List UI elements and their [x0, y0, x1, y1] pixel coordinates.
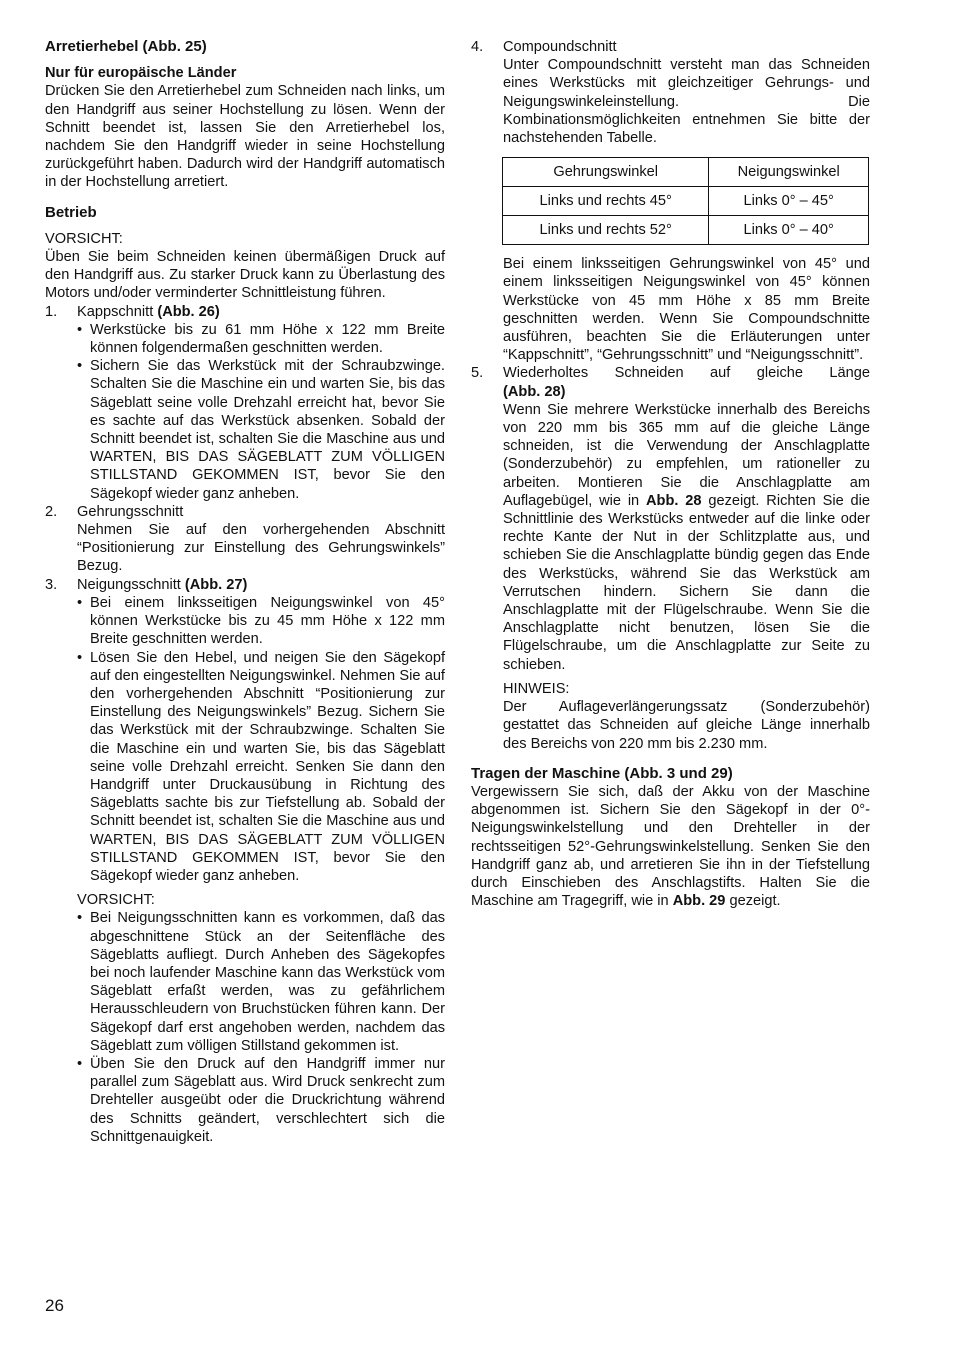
page-number: 26: [45, 1296, 64, 1315]
bullet-item: • Werkstücke bis zu 61 mm Höhe x 122 mm Breite können folgendermaßen geschnitten werden.: [77, 321, 445, 357]
item-text: Bei einem linksseitigen Gehrungswinkel von 45° und einem linksseitigen Neigungswinkel von 45° können Werkstücke von 45 mm Höhe x 85 mm Breite geschnitten werden. Wenn Sie Compoundschnitte ausführen, beachten Sie die Erläuterungen unter “Kappschnitt”, “Gehrungsschnitt” und “Neigungsschnitt”.: [503, 256, 870, 364]
note-label: HINWEIS:: [503, 680, 570, 697]
table-header: Gehrungswinkel: [503, 158, 709, 187]
item-title: Kappschnitt: [77, 303, 158, 320]
list-item-compoundschnitt: 4. Compoundschnitt Unter Compoundschnitt versteht man das Schneiden eines Werkstücks mit gleichzeitiger Gehrungs- und Neigungswinkeleinstellung. Die Kombinationsmöglichkeiten entnehmen Sie bitte der nachstehenden Tabelle.: [471, 39, 870, 147]
bullet-item: • Lösen Sie den Hebel, und neigen Sie den Sägekopf auf den eingestellten Neigungswinkel. Nehmen Sie auf den vorhergehenden Abschnitt “Positionierung zur Einstellung des Neigungswinkels” Bezug. Sichern Sie das Werkstück mit der Schraubzwinge. Schalten Sie die Maschine ein und warten Sie, bis das Sägeblatt seine volle Drehzahl erreicht. Senken Sie dann den Handgriff unter Druckausübung in Richtung des Sägeblatts sachte bis zur Tiefstellung ab. Sobald der Schnitt beendet ist, schalten Sie die Maschine aus und WARTEN, BIS DAS SÄGEBLATT ZUM VÖLLIGEN STILLSTAND GEKOMMEN IST, bevor Sie den Sägekopf wieder ganz anheben.: [77, 649, 445, 884]
table-cell: Links und rechts 45°: [503, 187, 709, 216]
table-row: [503, 216, 869, 245]
table-cell: Links und rechts 52°: [503, 216, 709, 245]
table-cell: Links 0° – 45°: [709, 187, 869, 216]
bullet-item: • Bei Neigungsschnitten kann es vorkommen, daß das abgeschnittene Stück an der Seitenfläche des Sägeblatts aufliegt. Durch Anheben des Sägekopfes bei noch laufender Maschine kann das Werkstück vom Sägeblatt erfaßt werden, was zu gefährlichem Herausschleudern von Bruchstücken führen kann. Der Sägekopf darf erst angehoben werden, nachdem das Sägeblatt zum völligen Stillstand gekommen ist.: [77, 910, 445, 1054]
list-item-gehrungsschnitt: 2. Gehrungsschnitt Nehmen Sie auf den vorhergehenden Abschnitt “Positionierung zur Einstellung des Gehrungswinkels” Bezug.: [45, 503, 445, 575]
item-title: Gehrungsschnitt: [77, 503, 184, 520]
caution-label: VORSICHT:: [77, 892, 155, 909]
figure-ref: (Abb. 26): [157, 303, 220, 320]
bullet-item: • Bei einem linksseitigen Neigungswinkel von 45° können Werkstücke bis zu 45 mm Höhe x 122 mm Breite geschnitten werden.: [77, 594, 445, 648]
item-title: Compoundschnitt: [503, 39, 617, 55]
table-cell: Links 0° – 40°: [709, 216, 869, 245]
section-heading-tragen: Tragen der Maschine (Abb. 3 und 29): [471, 764, 733, 782]
caution-text: Üben Sie beim Schneiden keinen übermäßigen Druck auf den Handgriff aus. Zu starker Druck kann zu Überlastung des Motors und/oder verminderter Schnittleistung führen.: [45, 249, 445, 302]
list-item-wiederholtes-schneiden: 5. Wiederholtes Schneiden auf gleiche Länge (Abb. 28) Wenn Sie mehrere Werkstücke innerhalb des Bereichs von 220 mm bis 365 mm auf die gleiche Länge schneiden, ist die Verwendung der Anschlagplatte (Sonderzubehör) zu empfehlen, um rationeller zu arbeiten. Montieren Sie die Anschlagplatte am Auflagebügel, wie in Abb. 28 gezeigt. Richten Sie die Schnittlinie des Werkstücks entweder auf die linke oder rechte Kante der Nut in der Schlitzplatte aus, und schieben Sie die Anschlagplatte bündig gegen das Ende des Werkstücks, während Sie das Werkstück am Verrutschen hindern. Sichern Sie dann die Anschlagplatte mit der Flügelschraube. Wenn Sie die Anschlagplatte nicht benutzen, lösen Sie die Flügelschraube, um die Anschlagplatte zur Seite zu schieben. HINWEIS: Der Auflageverlängerungssatz (Sonderzubehör) gestattet das Schneiden auf gleiche Länge innerhalb des Bereichs von 220 mm bis 2.230 mm.: [471, 365, 870, 752]
paragraph-tragen: Vergewissern Sie sich, daß der Akku von der Maschine abgenommen ist. Sichern Sie den Sägekopf in der 0°-Neigungswinkelstellung und den Drehteller in der rechtsseitigen 52°-Gehrungswinkelstellung. Senken Sie den Handgriff ganz ab, und arretieren Sie ihn in der Tiefstellung durch Einschieben des Anschlagstifts. Halten Sie die Maschine am Tragegriff, wie in Abb. 29 gezeigt.: [471, 783, 870, 910]
note-text: Der Auflageverlängerungssatz (Sonderzubehör) gestattet das Schneiden auf gleiche Länge innerhalb des Bereichs von 220 mm bis 2.230 mm.: [503, 699, 870, 752]
right-column: [471, 38, 870, 910]
angle-table: [502, 157, 869, 245]
table-header: Neigungswinkel: [709, 158, 869, 187]
list-item-neigungsschnitt: 3. Neigungsschnitt (Abb. 27) • Bei einem linksseitigen Neigungswinkel von 45° können Werkstücke bis zu 45 mm Höhe x 122 mm Breite geschnitten werden. • Lösen Sie den Hebel, und neigen Sie den Sägekopf auf den eingestellten Neigungswinkel. Nehmen Sie auf den vorhergehenden Abschnitt “Positionierung zur Einstellung des Neigungswinkels” Bezug. Sichern Sie das Werkstück mit der Schraubzwinge. Schalten Sie die Maschine ein und warten Sie, bis das Sägeblatt seine volle Drehzahl erreicht. Senken Sie dann den Handgriff unter Druckausübung in Richtung des Sägeblatts sachte bis zur Tiefstellung ab. Sobald der Schnitt beendet ist, schalten Sie die Maschine aus und WARTEN, BIS DAS SÄGEBLATT ZUM VÖLLIGEN STILLSTAND GEKOMMEN IST, bevor Sie den Sägekopf wieder ganz anheben. VORSICHT: • Bei Neigungsschnitten kann es vorkommen, daß das abgeschnittene Stück an der Seitenfläche des Sägeblatts aufliegt. Durch Anheben des Sägekopfes bei noch laufender Maschine kann das Werkstück vom Sägeblatt erfaßt werden, was zu gefährlichem Herausschleudern von Bruchstücken führen kann. Der Sägekopf darf erst angehoben werden, nachdem das Sägeblatt zum völligen Stillstand gekommen ist. • Üben Sie den Druck auf den Handgriff immer nur parallel zum Sägeblatt aus. Wird Druck senkrecht zum Drehteller ausgeübt oder die Druckrichtung während des Schnitts geändert, verschlechtert sich die Schnittgenauigkeit.: [45, 576, 445, 1145]
item-text: Nehmen Sie auf den vorhergehenden Abschnitt “Positionierung zur Einstellung des Gehrungswinkels” Bezug.: [77, 522, 445, 575]
bullet-item: • Üben Sie den Druck auf den Handgriff immer nur parallel zum Sägeblatt aus. Wird Druck senkrecht zum Drehteller ausgeübt oder die Druckrichtung während des Schnitts geändert, verschlechtert sich die Schnittgenauigkeit.: [77, 1055, 445, 1145]
item-title: Wiederholtes Schneiden auf gleiche Länge: [503, 365, 870, 382]
bullet-item: • Sichern Sie das Werkstück mit der Schraubzwinge. Schalten Sie die Maschine ein und warten Sie, bis das Sägeblatt seine volle Drehzahl erreicht hat, bevor Sie es sachte auf das Werkstück absenken. Sobald der Schnitt beendet ist, schalten Sie die Maschine aus und WARTEN, BIS DAS SÄGEBLATT ZUM VÖLLIGEN STILLSTAND GEKOMMEN IST, bevor Sie den Sägekopf wieder ganz anheben.: [77, 358, 445, 502]
section-heading-betrieb: Betrieb: [45, 203, 97, 221]
subheading-europe: Nur für europäische Länder: [45, 65, 237, 82]
compound-after-table: [471, 255, 870, 364]
item-title: Neigungsschnitt: [77, 576, 185, 593]
left-column: [45, 38, 445, 1146]
caution-label: VORSICHT:: [45, 230, 123, 247]
figure-ref: (Abb. 28): [503, 383, 566, 400]
section-heading-arretierhebel: Arretierhebel (Abb. 25): [45, 38, 207, 55]
paragraph-arretierhebel: Drücken Sie den Arretierhebel zum Schneiden nach links, um den Handgriff aus seiner Hochstellung zu lösen. Wenn der Schnitt beendet ist, lassen Sie den Arretierhebel los, nachdem Sie den Handgriff wieder in seine Hochstellung zurückgeführt haben. Dadurch wird der Handgriff automatisch in der Hochstellung arretiert.: [45, 83, 445, 191]
table-row: [503, 187, 869, 216]
figure-ref: (Abb. 27): [184, 576, 248, 593]
table-header-row: [503, 158, 869, 187]
item-text: Wenn Sie mehrere Werkstücke innerhalb des Bereichs von 220 mm bis 365 mm auf die gleiche Länge schneiden, ist die Verwendung der Anschlagplatte (Sonderzubehör) zu empfehlen, um rationeller zu arbeiten. Montieren Sie die Anschlagplatte am Auflagebügel, wie in Abb. 28 gezeigt. Richten Sie die Schnittlinie des Werkstücks entweder auf die linke oder rechte Kante der Nut in der Schlitzplatte aus, und schieben Sie die Anschlagplatte bündig gegen das Ende des Werkstücks, während Sie das Werkstück am Verrutschen hindern. Sichern Sie dann die Anschlagplatte mit der Flügelschraube. Wenn Sie die Anschlagplatte nicht benutzen, lösen Sie die Flügelschraube, um die Anschlagplatte zur Seite zu schieben.: [503, 401, 870, 673]
item-text: Unter Compoundschnitt versteht man das Schneiden eines Werkstücks mit gleichzeitiger Gehrungs- und Neigungswinkeleinstellung. Die Kombinationsmöglichkeiten entnehmen Sie bitte der nachstehenden Tabelle.: [503, 57, 870, 147]
list-item-kappschnitt: 1. Kappschnitt (Abb. 26) • Werkstücke bis zu 61 mm Höhe x 122 mm Breite können folgendermaßen geschnitten werden. • Sichern Sie das Werkstück mit der Schraubzwinge. Schalten Sie die Maschine ein und warten Sie, bis das Sägeblatt seine volle Drehzahl erreicht hat, bevor Sie es sachte auf das Werkstück absenken. Sobald der Schnitt beendet ist, schalten Sie die Maschine aus und WARTEN, BIS DAS SÄGEBLATT ZUM VÖLLIGEN STILLSTAND GEKOMMEN IST, bevor Sie den Sägekopf wieder ganz anheben.: [45, 303, 445, 502]
